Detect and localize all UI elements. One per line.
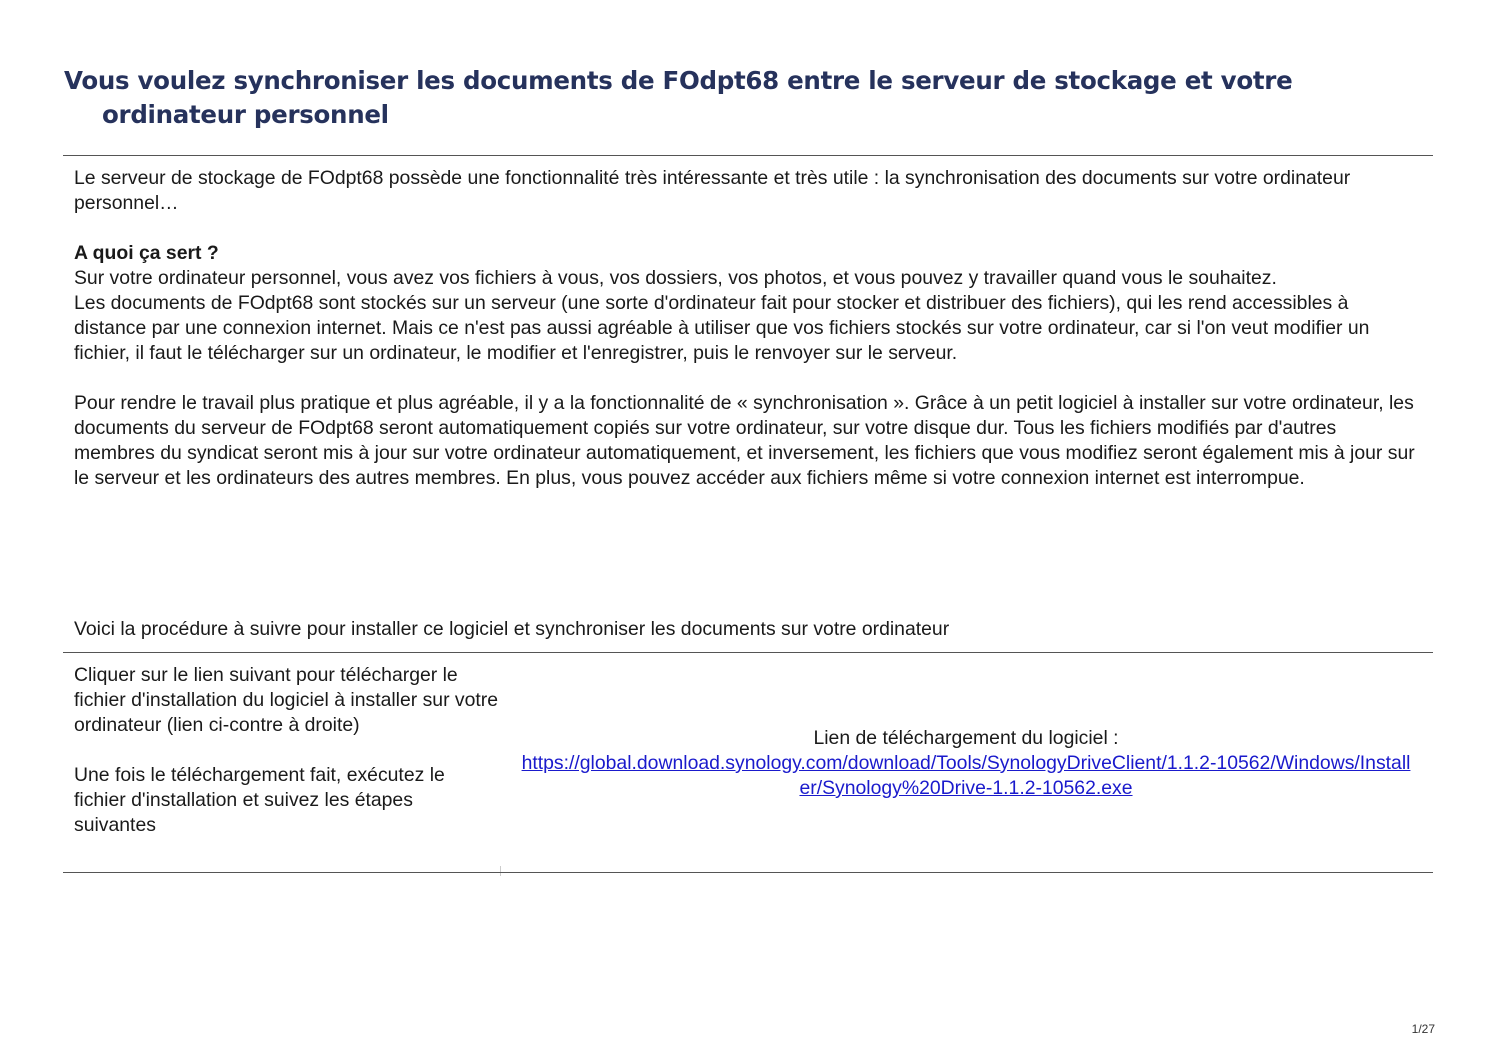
step-instruction-install: Une fois le téléchargement fait, exécutez le fichier d'installation et suivez les étapes suivantes	[74, 764, 445, 836]
download-link-cell	[520, 726, 1412, 801]
procedure-heading: Voici la procédure à suivre pour installer ce logiciel et synchroniser les documents sur votre ordinateur	[74, 618, 950, 640]
page-number: 1/27	[1411, 1022, 1435, 1036]
step-instructions-cell	[74, 663, 499, 838]
intro-section	[74, 166, 1419, 491]
table-bottom-divider	[63, 872, 1433, 873]
download-link[interactable]: https://global.download.synology.com/download/Tools/SynologyDriveClient/1.1.2-10562/Windows/Installer/Synology%20Drive-1.1.2-10562.exe	[521, 752, 1411, 799]
top-divider	[63, 155, 1433, 156]
synchronisation-paragraph: Pour rendre le travail plus pratique et plus agréable, il y a la fonctionnalité de « synchronisation ». Grâce à un petit logiciel à installer sur votre ordinateur, les documents du serveur de FOdpt68 seront automatiquement copiés sur votre ordinateur, sur votre disque dur. Tous les fichiers modifiés par d'autres membres du syndicat seront mis à jour sur votre ordinateur automatiquement, et inversement, les fichiers que vous modifiez seront également mis à jour sur le serveur et les ordinateurs des autres membres. En plus, vous pouvez accéder aux fichiers même si votre connexion internet est interrompue.	[74, 392, 1415, 489]
intro-paragraph: Le serveur de stockage de FOdpt68 possède une fonctionnalité très intéressante et très utile : la synchronisation des documents sur votre ordinateur personnel…	[74, 167, 1351, 214]
purpose-paragraph-1: Sur votre ordinateur personnel, vous avez vos fichiers à vous, vos dossiers, vos photos, et vous pouvez y travailler quand vous le souhaitez.	[74, 267, 1277, 289]
page-title-line2: ordinateur personnel	[102, 100, 389, 129]
table-top-divider	[63, 652, 1433, 653]
page-title	[64, 64, 1364, 132]
step-instruction-download: Cliquer sur le lien suivant pour télécharger le fichier d'installation du logiciel à installer sur votre ordinateur (lien ci-contre à droite)	[74, 664, 499, 736]
section-heading: A quoi ça sert ?	[74, 242, 219, 264]
page-title-line1: Vous voulez synchroniser les documents de FOdpt68 entre le serveur de stockage et votre	[64, 66, 1293, 95]
download-link-label: Lien de téléchargement du logiciel :	[813, 727, 1119, 749]
table-column-divider	[500, 866, 501, 876]
purpose-paragraph-2: Les documents de FOdpt68 sont stockés sur un serveur (une sorte d'ordinateur fait pour stocker et distribuer des fichiers), qui les rend accessibles à distance par une connexion internet. Mais ce n'est pas aussi agréable à utiliser que vos fichiers stockés sur votre ordinateur, car si l'on veut modifier un fichier, il faut le télécharger sur un ordinateur, le modifier et l'enregistrer, puis le renvoyer sur le serveur.	[74, 292, 1370, 364]
